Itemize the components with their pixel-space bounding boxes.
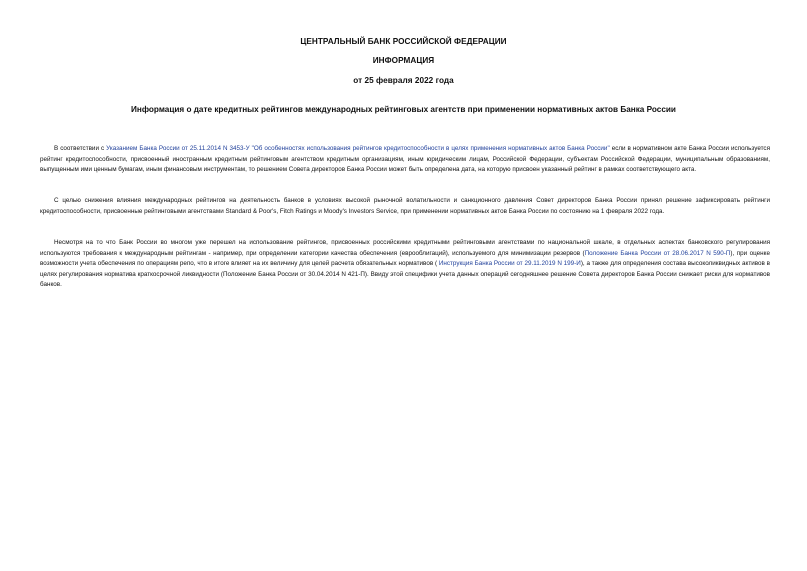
paragraph-2: С целью снижения влияния международных рейтингов на деятельность банков в условиях высокой рыночной волатильности и санкционного давления Совет директоров Банка России принял решение зафиксировать рейтинги кредитоспособности, присвоенные рейтинговыми агентствами Standard & Poor's, Fitch Ratings и Moody's Investors Service, при применении нормативных актов Банка России по состоянию на 1 февраля 2022 года. [40, 197, 770, 215]
paragraph-3-part-1: Несмотря на то что Банк России во многом уже перешел на использование рейтингов, присвоенных российскими кредитными рейтинговыми агентствами по национальной шкале, в отдельных аспектах банковского регулирования используются требования к международным рейтингам - например, при определении категории качества обеспечения (еврооблигаций), используемого для минимизации резервов ( [40, 239, 770, 257]
paragraph-3-part-2: ), при оценке возможности учета обеспечения по операциям репо, что в итоге влияет на их величину для целей расчета обязательных нормативов ( [40, 249, 770, 267]
regulation-590-link[interactable]: Положение Банка России от 28.06.2017 N 590-П [584, 249, 731, 257]
paragraph-1-body: если в нормативном акте Банка России используется рейтинг кредитоспособности, присвоенный иностранным кредитным рейтинговым агентством кредитным организациям, иным юридическим лицам, Российской Федерации, субъектам Российской Федерации, муниципальным образованиям, выпущенным ими ценным бумагам, иным финансовым инструментам, то решением Совета директоров Банка России может быть определена дата, на которую присвоен указанный рейтинг в рамках соответствующего акта. [40, 145, 770, 173]
paragraph-1-intro: В соответствии с [54, 145, 107, 152]
directive-3453-link[interactable]: Указанием Банка России от 25.11.2014 N 3453-У "Об особенностях использования рейтингов кредитоспособности в целях применения нормативных актов Банка России" [106, 145, 610, 152]
document-title: Информация о дате кредитных рейтингов международных рейтинговых агентств при применении нормативных актов Банка России [131, 105, 676, 114]
paragraph-3-part-3: ), а также для определения состава высоколиквидных активов в целях регулирования норматива краткосрочной ликвидности (Положение Банка России от 30.04.2014 N 421-П). Ввиду этой специфики учета данных операций сегодняшнее решение Совета директоров Банка России снижает риски для нормативов банков. [40, 260, 770, 288]
issuer-heading: ЦЕНТРАЛЬНЫЙ БАНК РОССИЙСКОЙ ФЕДЕРАЦИИ [300, 37, 507, 46]
document-type-heading: ИНФОРМАЦИЯ [372, 56, 435, 65]
instruction-199-link[interactable]: Инструкция Банка России от 29.11.2019 N 199-И [438, 260, 581, 267]
document-date: от 25 февраля 2022 года [353, 76, 454, 85]
paragraph-3 [40, 238, 770, 291]
paragraph-1 [40, 144, 770, 176]
